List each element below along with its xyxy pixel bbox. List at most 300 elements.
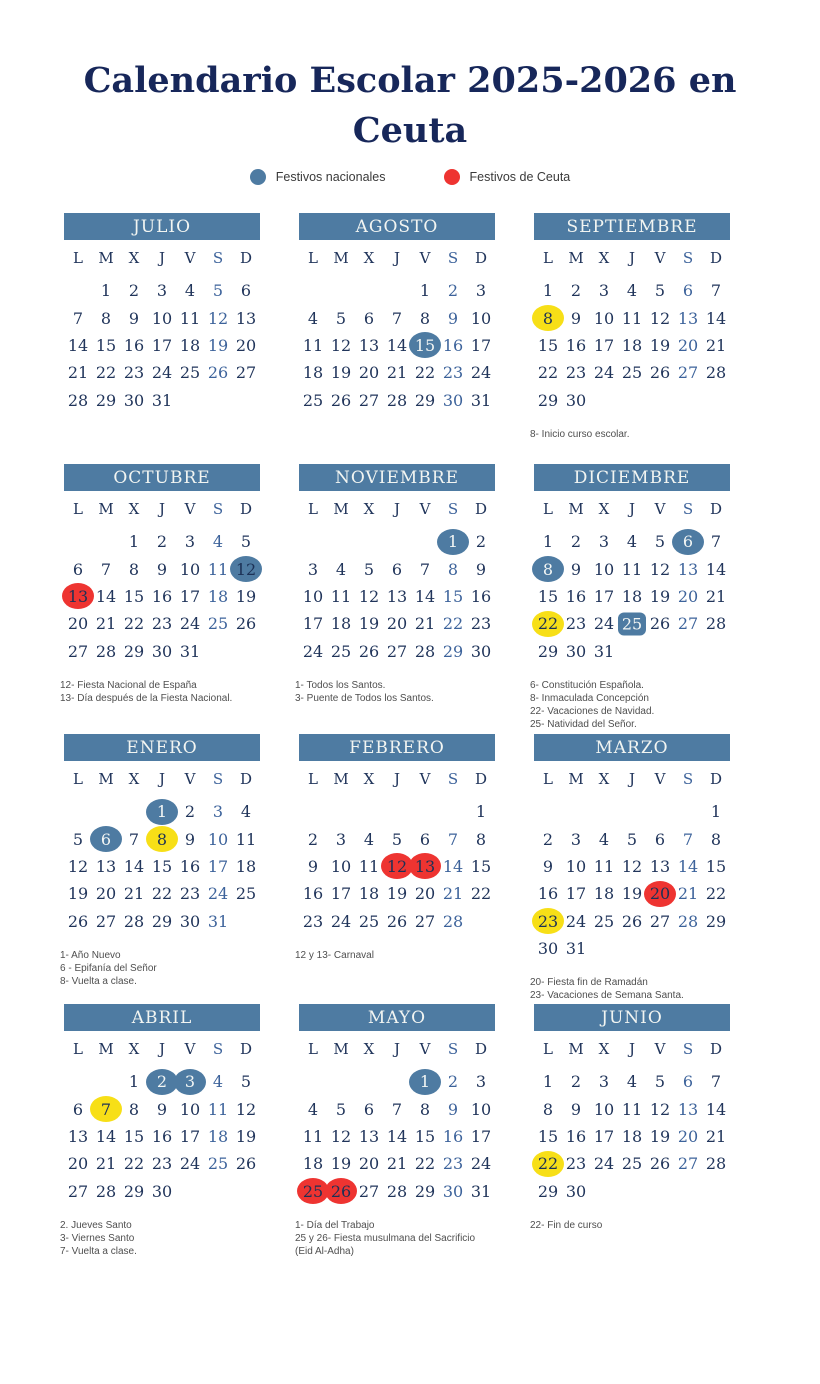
weekday-label: X bbox=[363, 770, 375, 788]
day-cell: 18 bbox=[358, 884, 380, 904]
days-grid bbox=[534, 798, 730, 962]
day-cell bbox=[534, 908, 562, 935]
day-cell: 28 bbox=[95, 641, 117, 661]
day-cell: 11 bbox=[621, 308, 643, 328]
weekday-header-row bbox=[534, 1038, 730, 1060]
empty-day-cell bbox=[383, 528, 411, 555]
day-cell: 8 bbox=[710, 829, 722, 849]
legend-label-ceuta: Festivos de Ceuta bbox=[469, 170, 571, 184]
day-cell: 9 bbox=[570, 308, 582, 328]
day-cell: 14 bbox=[705, 308, 727, 328]
day-cell: 31 bbox=[565, 939, 587, 959]
day-cell: 2 bbox=[184, 802, 196, 822]
day-cell: 29 bbox=[442, 641, 464, 661]
empty-day-cell bbox=[120, 798, 148, 825]
month-notes bbox=[530, 1219, 730, 1232]
day-cell: 7 bbox=[100, 559, 112, 579]
holiday-marker: 8 bbox=[532, 305, 564, 331]
day-cell: 3 bbox=[184, 532, 196, 552]
day-cell: 31 bbox=[207, 911, 229, 931]
day-cell: 26 bbox=[67, 911, 89, 931]
day-cell: 10 bbox=[179, 1099, 201, 1119]
day-cell: 9 bbox=[156, 559, 168, 579]
holiday-marker: 22 bbox=[532, 1151, 564, 1177]
day-cell: 20 bbox=[67, 614, 89, 634]
weekday-label: L bbox=[308, 500, 318, 518]
weekday-label: L bbox=[73, 249, 83, 267]
day-cell: 10 bbox=[593, 1099, 615, 1119]
day-cell: 26 bbox=[649, 1154, 671, 1174]
day-cell: 22 bbox=[442, 614, 464, 634]
national-holiday-dot-icon bbox=[250, 169, 266, 185]
day-cell: 12 bbox=[207, 308, 229, 328]
day-cell: 27 bbox=[649, 911, 671, 931]
day-cell: 28 bbox=[67, 390, 89, 410]
day-cell: 31 bbox=[179, 641, 201, 661]
day-cell: 3 bbox=[335, 829, 347, 849]
day-cell: 6 bbox=[682, 1072, 694, 1092]
day-cell: 21 bbox=[442, 884, 464, 904]
day-cell: 4 bbox=[307, 1099, 319, 1119]
day-cell: 14 bbox=[414, 586, 436, 606]
day-cell bbox=[232, 555, 260, 582]
day-cell: 4 bbox=[212, 532, 224, 552]
day-cell: 10 bbox=[302, 586, 324, 606]
weekday-label: X bbox=[128, 249, 140, 267]
day-cell: 11 bbox=[621, 559, 643, 579]
day-cell: 16 bbox=[179, 856, 201, 876]
holiday-marker: 26 bbox=[325, 1178, 357, 1204]
weekday-label: D bbox=[474, 770, 488, 788]
day-cell: 8 bbox=[100, 308, 112, 328]
weekday-header-row bbox=[299, 247, 495, 269]
day-cell: 8 bbox=[128, 559, 140, 579]
day-cell: 8 bbox=[542, 1099, 554, 1119]
weekday-label: D bbox=[709, 1040, 723, 1058]
day-cell: 3 bbox=[475, 1072, 487, 1092]
day-cell: 27 bbox=[95, 911, 117, 931]
empty-day-cell bbox=[92, 798, 120, 825]
day-cell: 25 bbox=[207, 1154, 229, 1174]
empty-day-cell bbox=[674, 798, 702, 825]
weekday-label: L bbox=[543, 500, 553, 518]
weekday-header-row bbox=[299, 498, 495, 520]
day-cell: 11 bbox=[302, 1126, 324, 1146]
day-cell: 27 bbox=[235, 363, 257, 383]
day-cell: 10 bbox=[151, 308, 173, 328]
day-cell: 27 bbox=[67, 641, 89, 661]
weekday-label: M bbox=[568, 1040, 584, 1058]
day-cell: 29 bbox=[705, 911, 727, 931]
weekday-label: V bbox=[184, 1040, 196, 1058]
month-note: 22- Vacaciones de Navidad. bbox=[530, 705, 655, 717]
day-cell: 26 bbox=[330, 390, 352, 410]
weekday-header-row bbox=[64, 247, 260, 269]
weekday-label: M bbox=[98, 500, 114, 518]
day-cell: 27 bbox=[414, 911, 436, 931]
day-cell: 13 bbox=[95, 856, 117, 876]
days-grid bbox=[64, 277, 260, 414]
day-cell: 29 bbox=[537, 1181, 559, 1201]
day-cell: 5 bbox=[72, 829, 84, 849]
day-cell: 28 bbox=[386, 1181, 408, 1201]
weekday-label: X bbox=[363, 500, 375, 518]
day-cell: 4 bbox=[240, 802, 252, 822]
day-cell: 14 bbox=[95, 586, 117, 606]
month-title: JUNIO bbox=[534, 1004, 730, 1031]
month-notes bbox=[295, 679, 495, 705]
day-cell: 26 bbox=[621, 911, 643, 931]
day-cell: 5 bbox=[626, 829, 638, 849]
day-cell: 10 bbox=[470, 1099, 492, 1119]
day-cell: 2 bbox=[447, 281, 459, 301]
day-cell: 1 bbox=[419, 281, 431, 301]
day-cell: 11 bbox=[358, 856, 380, 876]
weekday-label: L bbox=[308, 249, 318, 267]
day-cell: 5 bbox=[391, 829, 403, 849]
day-cell: 23 bbox=[442, 1154, 464, 1174]
day-cell: 12 bbox=[649, 1099, 671, 1119]
weekday-label: L bbox=[73, 770, 83, 788]
month-note: 1- Todos los Santos. bbox=[295, 679, 386, 691]
day-cell: 19 bbox=[207, 335, 229, 355]
day-cell: 29 bbox=[414, 1181, 436, 1201]
day-cell bbox=[92, 1095, 120, 1122]
holiday-marker: 13 bbox=[62, 583, 94, 609]
day-cell: 9 bbox=[156, 1099, 168, 1119]
day-cell: 30 bbox=[151, 1181, 173, 1201]
day-cell: 1 bbox=[100, 281, 112, 301]
day-cell: 17 bbox=[565, 884, 587, 904]
days-grid bbox=[534, 1068, 730, 1205]
day-cell: 8 bbox=[128, 1099, 140, 1119]
day-cell: 15 bbox=[123, 1126, 145, 1146]
day-cell: 10 bbox=[593, 308, 615, 328]
day-cell: 22 bbox=[414, 1154, 436, 1174]
days-grid bbox=[534, 528, 730, 665]
month-marzo bbox=[530, 734, 730, 1002]
day-cell: 14 bbox=[67, 335, 89, 355]
day-cell: 27 bbox=[677, 1154, 699, 1174]
day-cell: 22 bbox=[470, 884, 492, 904]
day-cell: 30 bbox=[537, 939, 559, 959]
month-note: 1- Día del Trabajo bbox=[295, 1219, 375, 1231]
weekday-label: D bbox=[709, 249, 723, 267]
weekday-label: D bbox=[709, 770, 723, 788]
month-diciembre bbox=[530, 464, 730, 731]
day-cell bbox=[411, 853, 439, 880]
day-cell: 19 bbox=[649, 586, 671, 606]
day-cell: 14 bbox=[386, 335, 408, 355]
day-cell: 18 bbox=[302, 363, 324, 383]
weekday-label: J bbox=[628, 770, 635, 788]
days-grid bbox=[64, 528, 260, 665]
day-cell: 27 bbox=[386, 641, 408, 661]
month-noviembre bbox=[295, 464, 495, 705]
weekday-label: S bbox=[447, 249, 459, 267]
day-cell: 15 bbox=[151, 856, 173, 876]
day-cell bbox=[64, 583, 92, 610]
weekday-label: J bbox=[158, 249, 165, 267]
days-grid bbox=[299, 1068, 495, 1205]
day-cell: 18 bbox=[207, 1126, 229, 1146]
day-cell: 11 bbox=[330, 586, 352, 606]
day-cell bbox=[646, 880, 674, 907]
day-cell: 18 bbox=[207, 586, 229, 606]
month-note: 8- Inmaculada Concepción bbox=[530, 692, 649, 704]
day-cell: 1 bbox=[128, 1072, 140, 1092]
day-cell: 3 bbox=[570, 829, 582, 849]
day-cell: 22 bbox=[123, 614, 145, 634]
month-septiembre bbox=[530, 213, 730, 441]
weekday-label: J bbox=[393, 770, 400, 788]
day-cell: 20 bbox=[677, 586, 699, 606]
weekday-label: S bbox=[212, 500, 224, 518]
weekday-label: M bbox=[568, 500, 584, 518]
day-cell: 18 bbox=[235, 856, 257, 876]
holiday-marker: 6 bbox=[672, 529, 704, 555]
day-cell: 21 bbox=[705, 1126, 727, 1146]
day-cell: 24 bbox=[207, 884, 229, 904]
weekday-header-row bbox=[534, 498, 730, 520]
day-cell: 18 bbox=[621, 335, 643, 355]
day-cell: 22 bbox=[705, 884, 727, 904]
day-cell: 6 bbox=[654, 829, 666, 849]
holiday-marker: 2 bbox=[146, 1069, 178, 1095]
day-cell: 28 bbox=[705, 614, 727, 634]
holiday-marker: 7 bbox=[90, 1096, 122, 1122]
weekday-label: S bbox=[212, 1040, 224, 1058]
day-cell: 26 bbox=[649, 363, 671, 383]
empty-day-cell bbox=[383, 798, 411, 825]
page-title bbox=[0, 56, 820, 156]
weekday-label: S bbox=[682, 770, 694, 788]
day-cell: 14 bbox=[677, 856, 699, 876]
day-cell: 27 bbox=[358, 390, 380, 410]
empty-day-cell bbox=[411, 798, 439, 825]
empty-day-cell bbox=[355, 528, 383, 555]
day-cell: 19 bbox=[235, 586, 257, 606]
weekday-label: V bbox=[419, 249, 431, 267]
day-cell: 24 bbox=[593, 614, 615, 634]
day-cell: 30 bbox=[123, 390, 145, 410]
month-title: OCTUBRE bbox=[64, 464, 260, 491]
holiday-marker: 1 bbox=[437, 529, 469, 555]
holiday-marker: 12 bbox=[230, 556, 262, 582]
weekday-label: J bbox=[628, 500, 635, 518]
day-cell: 12 bbox=[330, 335, 352, 355]
day-cell: 31 bbox=[470, 390, 492, 410]
weekday-label: X bbox=[598, 1040, 610, 1058]
legend bbox=[0, 169, 820, 185]
day-cell: 6 bbox=[682, 281, 694, 301]
holiday-marker: 8 bbox=[146, 826, 178, 852]
day-cell: 10 bbox=[207, 829, 229, 849]
weekday-label: X bbox=[598, 500, 610, 518]
empty-day-cell bbox=[618, 798, 646, 825]
month-title: NOVIEMBRE bbox=[299, 464, 495, 491]
day-cell: 15 bbox=[414, 1126, 436, 1146]
day-cell: 20 bbox=[67, 1154, 89, 1174]
day-cell: 21 bbox=[95, 614, 117, 634]
day-cell: 10 bbox=[470, 308, 492, 328]
day-cell: 18 bbox=[593, 884, 615, 904]
weekday-label: X bbox=[598, 249, 610, 267]
day-cell: 23 bbox=[302, 911, 324, 931]
day-cell: 14 bbox=[705, 1099, 727, 1119]
day-cell: 15 bbox=[537, 586, 559, 606]
day-cell: 23 bbox=[442, 363, 464, 383]
days-grid bbox=[299, 277, 495, 414]
day-cell: 26 bbox=[235, 614, 257, 634]
weekday-label: S bbox=[447, 1040, 459, 1058]
holiday-marker: 3 bbox=[174, 1069, 206, 1095]
day-cell bbox=[674, 528, 702, 555]
day-cell: 2 bbox=[570, 281, 582, 301]
day-cell: 30 bbox=[565, 1181, 587, 1201]
day-cell: 21 bbox=[386, 363, 408, 383]
month-note: 6- Constitución Española. bbox=[530, 679, 644, 691]
holiday-marker: 6 bbox=[90, 826, 122, 852]
weekday-label: S bbox=[447, 770, 459, 788]
holiday-marker: 8 bbox=[532, 556, 564, 582]
day-cell: 10 bbox=[593, 559, 615, 579]
page-title-line1: Calendario Escolar 2025-2026 en bbox=[83, 60, 737, 101]
empty-day-cell bbox=[64, 1068, 92, 1095]
day-cell: 12 bbox=[649, 308, 671, 328]
day-cell: 17 bbox=[593, 1126, 615, 1146]
day-cell: 13 bbox=[649, 856, 671, 876]
day-cell: 18 bbox=[179, 335, 201, 355]
month-mayo bbox=[295, 1004, 495, 1258]
empty-day-cell bbox=[64, 528, 92, 555]
empty-day-cell bbox=[327, 1068, 355, 1095]
day-cell: 6 bbox=[240, 281, 252, 301]
weekday-label: X bbox=[128, 500, 140, 518]
month-title: JULIO bbox=[64, 213, 260, 240]
month-note: 3- Puente de Todos los Santos. bbox=[295, 692, 434, 704]
day-cell: 7 bbox=[419, 559, 431, 579]
empty-day-cell bbox=[534, 798, 562, 825]
day-cell bbox=[327, 1178, 355, 1205]
day-cell: 30 bbox=[151, 641, 173, 661]
empty-day-cell bbox=[64, 277, 92, 304]
weekday-label: X bbox=[128, 1040, 140, 1058]
day-cell: 16 bbox=[302, 884, 324, 904]
day-cell: 21 bbox=[123, 884, 145, 904]
holiday-marker: 13 bbox=[409, 853, 441, 879]
day-cell: 2 bbox=[570, 1072, 582, 1092]
ceuta-holiday-dot-icon bbox=[444, 169, 460, 185]
weekday-label: X bbox=[363, 249, 375, 267]
day-cell: 30 bbox=[565, 641, 587, 661]
holiday-marker: 25 bbox=[297, 1178, 329, 1204]
day-cell: 23 bbox=[123, 363, 145, 383]
day-cell: 9 bbox=[447, 308, 459, 328]
day-cell: 5 bbox=[654, 281, 666, 301]
month-note: 7- Vuelta a clase. bbox=[60, 1245, 137, 1257]
holiday-marker: 20 bbox=[644, 881, 676, 907]
day-cell: 23 bbox=[151, 614, 173, 634]
day-cell: 24 bbox=[565, 911, 587, 931]
weekday-label: M bbox=[568, 770, 584, 788]
day-cell: 4 bbox=[307, 308, 319, 328]
day-cell: 5 bbox=[654, 532, 666, 552]
day-cell bbox=[618, 610, 646, 637]
weekday-label: V bbox=[184, 770, 196, 788]
day-cell: 15 bbox=[470, 856, 492, 876]
holiday-marker: 15 bbox=[409, 332, 441, 358]
weekday-header-row bbox=[299, 1038, 495, 1060]
day-cell: 24 bbox=[593, 363, 615, 383]
day-cell: 11 bbox=[593, 856, 615, 876]
weekday-label: M bbox=[568, 249, 584, 267]
day-cell: 17 bbox=[330, 884, 352, 904]
day-cell: 9 bbox=[447, 1099, 459, 1119]
months-grid bbox=[60, 213, 820, 1258]
day-cell: 25 bbox=[235, 884, 257, 904]
day-cell: 25 bbox=[358, 911, 380, 931]
day-cell: 24 bbox=[302, 641, 324, 661]
day-cell: 18 bbox=[621, 1126, 643, 1146]
day-cell: 6 bbox=[419, 829, 431, 849]
day-cell: 13 bbox=[358, 1126, 380, 1146]
weekday-label: S bbox=[682, 1040, 694, 1058]
empty-day-cell bbox=[355, 277, 383, 304]
weekday-label: X bbox=[128, 770, 140, 788]
day-cell: 24 bbox=[470, 1154, 492, 1174]
day-cell: 19 bbox=[621, 884, 643, 904]
day-cell: 9 bbox=[184, 829, 196, 849]
days-grid bbox=[64, 798, 260, 935]
day-cell: 17 bbox=[470, 1126, 492, 1146]
day-cell: 8 bbox=[419, 308, 431, 328]
day-cell: 19 bbox=[330, 1154, 352, 1174]
day-cell bbox=[383, 853, 411, 880]
day-cell: 20 bbox=[414, 884, 436, 904]
weekday-label: J bbox=[158, 770, 165, 788]
day-cell: 2 bbox=[542, 829, 554, 849]
weekday-label: J bbox=[393, 249, 400, 267]
day-cell: 25 bbox=[330, 641, 352, 661]
days-grid bbox=[299, 798, 495, 935]
day-cell: 4 bbox=[626, 1072, 638, 1092]
days-grid bbox=[534, 277, 730, 414]
day-cell: 4 bbox=[212, 1072, 224, 1092]
month-note: 2. Jueves Santo bbox=[60, 1219, 132, 1231]
weekday-label: L bbox=[543, 1040, 553, 1058]
day-cell: 29 bbox=[537, 641, 559, 661]
weekday-label: V bbox=[654, 500, 666, 518]
weekday-label: D bbox=[709, 500, 723, 518]
day-cell bbox=[299, 1178, 327, 1205]
day-cell: 16 bbox=[565, 335, 587, 355]
weekday-header-row bbox=[64, 1038, 260, 1060]
day-cell: 25 bbox=[621, 363, 643, 383]
weekday-label: V bbox=[654, 770, 666, 788]
day-cell: 7 bbox=[128, 829, 140, 849]
day-cell: 13 bbox=[386, 586, 408, 606]
weekday-label: V bbox=[419, 500, 431, 518]
month-notes bbox=[530, 679, 730, 731]
day-cell: 25 bbox=[621, 1154, 643, 1174]
month-abril bbox=[60, 1004, 260, 1258]
day-cell: 6 bbox=[72, 1099, 84, 1119]
month-note: 25 y 26- Fiesta musulmana del Sacrificio (Eid Al-Adha) bbox=[295, 1232, 476, 1257]
day-cell: 29 bbox=[537, 390, 559, 410]
day-cell: 15 bbox=[123, 586, 145, 606]
day-cell: 3 bbox=[212, 802, 224, 822]
